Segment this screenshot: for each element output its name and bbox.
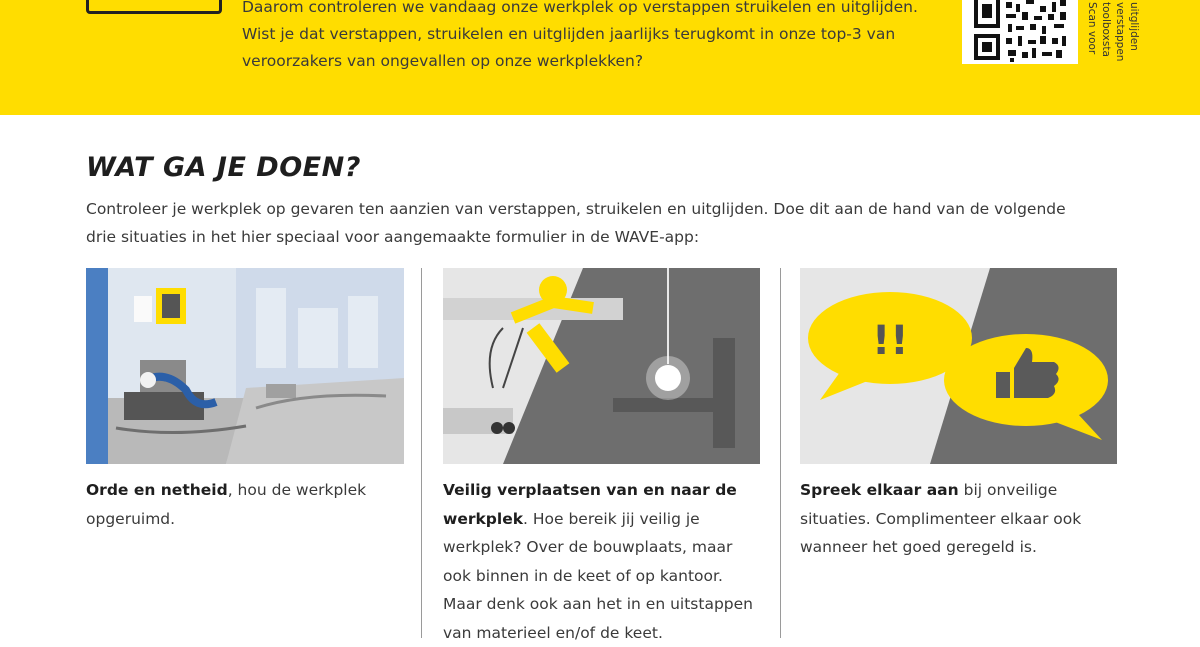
lead-line-2: drie situaties in het hier speciaal voor aangemaakte formulier in de WAVE-app: [86,223,1126,251]
card-2-title-line-1: Veilig verplaatsen van en naar de [443,481,737,499]
card-1-title: Orde en netheid [86,481,228,499]
card-1-line-2: opgeruimd. [86,505,366,534]
card-3-line-3: wanneer het goed geregeld is. [800,533,1081,562]
card-3-text [800,476,1081,562]
card-2-line-4: Maar denk ook aan het in en uitstappen [443,590,753,619]
section-lead [86,195,1126,251]
lead-line-1: Controleer je werkplek op gevaren ten aanzien van verstappen, struikelen en uitglijden. Doe dit aan de hand van de volgende [86,195,1126,223]
card-2-line-1: . Hoe bereik jij veilig je [523,510,700,528]
card-2-line-3: ook binnen in de keet of op kantoor. [443,562,753,591]
card-2-text [443,476,753,647]
intro-text [242,0,942,75]
qr-code-icon [970,0,1070,64]
qr-caption-line-1: Scan voor [1086,2,1098,54]
card-3-title: Spreek elkaar aan [800,481,959,499]
card-2-title-line-2: werkplek [443,510,523,528]
speak-up-illustration [800,268,1117,464]
column-divider-1 [421,268,422,638]
card-3-line-1: bij onveilige [959,481,1058,499]
intro-line-2: Wist je dat verstappen, struikelen en uitglijden jaarlijks terugkomt in onze top-3 van [242,21,942,48]
tidiness-illustration [86,268,404,464]
card-1-text [86,476,366,533]
card-2-line-2: werkplek? Over de bouwplaats, maar [443,533,753,562]
qr-caption [1084,2,1160,82]
qr-caption-line-3: verstappen [1114,2,1126,61]
qr-caption-line-2: toolboxsta [1100,2,1112,57]
yellow-banner [0,0,1200,115]
column-divider-2 [780,268,781,638]
logo-badge [86,0,222,14]
intro-line-3: veroorzakers van ongevallen op onze werkplekken? [242,48,942,75]
card-1-line-1: , hou de werkplek [228,481,366,499]
qr-caption-line-4: uitglijden [1128,2,1140,51]
movement-illustration [443,268,760,464]
exclamation-marks: !! [872,318,908,364]
intro-line-1: Daarom controleren we vandaag onze werkplek op verstappen struikelen en uitglijden. [242,0,942,21]
section-heading: WAT GA JE DOEN? [86,152,361,183]
card-2-line-5: van materieel en/of de keet. [443,619,753,647]
card-3-line-2: situaties. Complimenteer elkaar ook [800,505,1081,534]
qr-code[interactable] [962,0,1078,64]
